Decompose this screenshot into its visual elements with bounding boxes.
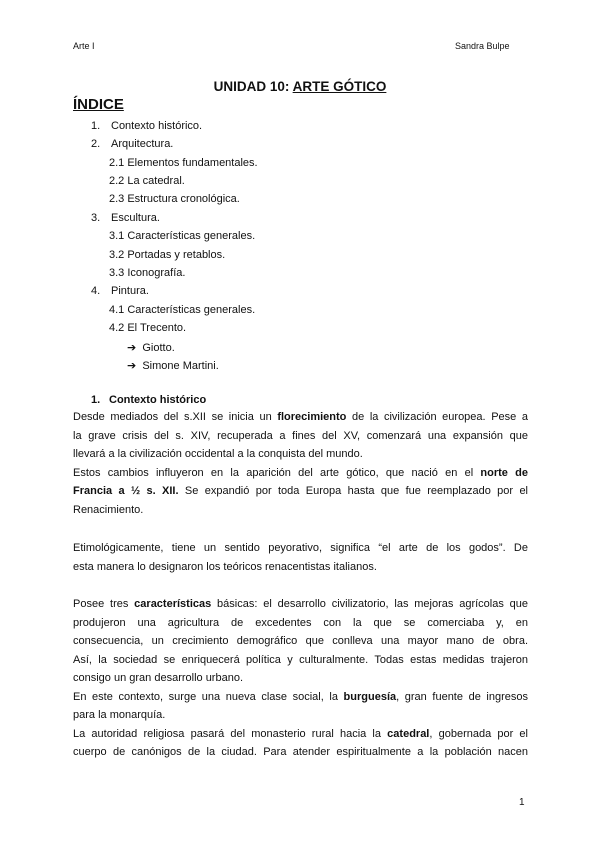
text-line: Estos cambios influyeron en la aparición del arte gótico, que nació en el norte de bbox=[73, 466, 528, 479]
text-line: esta manera lo designaron los teóricos renacentistas italianos. bbox=[73, 560, 377, 573]
toc-item: 3. Escultura. bbox=[91, 212, 160, 224]
paragraph bbox=[73, 408, 528, 519]
text-line: La autoridad religiosa pasará del monasterio rural hacia la catedral, gobernada por el bbox=[73, 727, 528, 740]
header-author: Sandra Bulpe bbox=[455, 41, 510, 51]
toc-subitem: 3.1 Características generales. bbox=[109, 230, 256, 242]
text-line: para la monarquía. bbox=[73, 709, 166, 721]
header-course: Arte I bbox=[73, 41, 95, 51]
text-line: produjeron una agricultura de excedentes con la que se comerciaba y, en bbox=[73, 616, 528, 629]
text-line: llevará a la civilización occidental a la conquista del mundo. bbox=[73, 448, 363, 460]
text-line: Así, la sociedad se enriquecerá política y culturalmente. Todas estas medidas trajeron bbox=[73, 653, 528, 666]
toc-subitem: 3.2 Portadas y retablos. bbox=[109, 249, 226, 261]
toc-subitem: 4.2 El Trecento. bbox=[109, 322, 187, 334]
page-number: 1 bbox=[519, 797, 525, 808]
text-line: Francia a ½ s. XII. Se expandió por toda Europa hasta que fue reemplazado por el bbox=[73, 485, 528, 497]
toc-subitem: 4.1 Características generales. bbox=[109, 304, 256, 316]
section-heading: 1. Contexto histórico bbox=[91, 394, 207, 406]
toc-subsubitem: ➔ Simone Martini. bbox=[127, 360, 219, 372]
toc-item: 1. Contexto histórico. bbox=[91, 120, 203, 132]
text-line: Etimológicamente, tiene un sentido peyorativo, significa “el arte de los godos”. De bbox=[73, 542, 528, 554]
text-line: Posee tres características básicas: el desarrollo civilizatorio, las mejoras agrícolas que bbox=[73, 598, 528, 610]
toc-subitem: 3.3 Iconografía. bbox=[109, 267, 186, 279]
arrow-right-icon: ➔ bbox=[127, 342, 137, 354]
paragraph bbox=[73, 539, 528, 576]
text-line: la grave crisis del s. XIV, recuperada a fines del XV, comenzará una expansión que bbox=[73, 429, 528, 442]
text-line: Desde mediados del s.XII se inicia un florecimiento de la civilización europea. Pese a bbox=[73, 411, 528, 423]
document-title: UNIDAD 10: ARTE GÓTICO bbox=[213, 79, 387, 94]
text-line: consigo un gran desarrollo urbano. bbox=[73, 672, 244, 684]
paragraph bbox=[73, 595, 528, 762]
arrow-right-icon: ➔ bbox=[127, 360, 137, 372]
toc-subitem: 2.2 La catedral. bbox=[109, 175, 185, 187]
toc-item: 4. Pintura. bbox=[91, 285, 149, 297]
text-line: cuerpo de canónigos de la ciudad. Para atender espiritualmente a la población nacen bbox=[73, 746, 528, 758]
text-line: consecuencia, un crecimiento demográfico que conlleva una mayor mano de obra. bbox=[73, 635, 528, 647]
index-heading: ÍNDICE bbox=[73, 96, 124, 113]
toc-item: 2. Arquitectura. bbox=[91, 138, 174, 150]
text-line: Renacimiento. bbox=[73, 503, 144, 516]
toc-subsubitem: ➔ Giotto. bbox=[127, 342, 175, 354]
toc-subitem: 2.3 Estructura cronológica. bbox=[109, 193, 240, 205]
text-line: En este contexto, surge una nueva clase social, la burguesía, gran fuente de ingresos bbox=[73, 690, 528, 703]
toc-subitem: 2.1 Elementos fundamentales. bbox=[109, 157, 258, 169]
